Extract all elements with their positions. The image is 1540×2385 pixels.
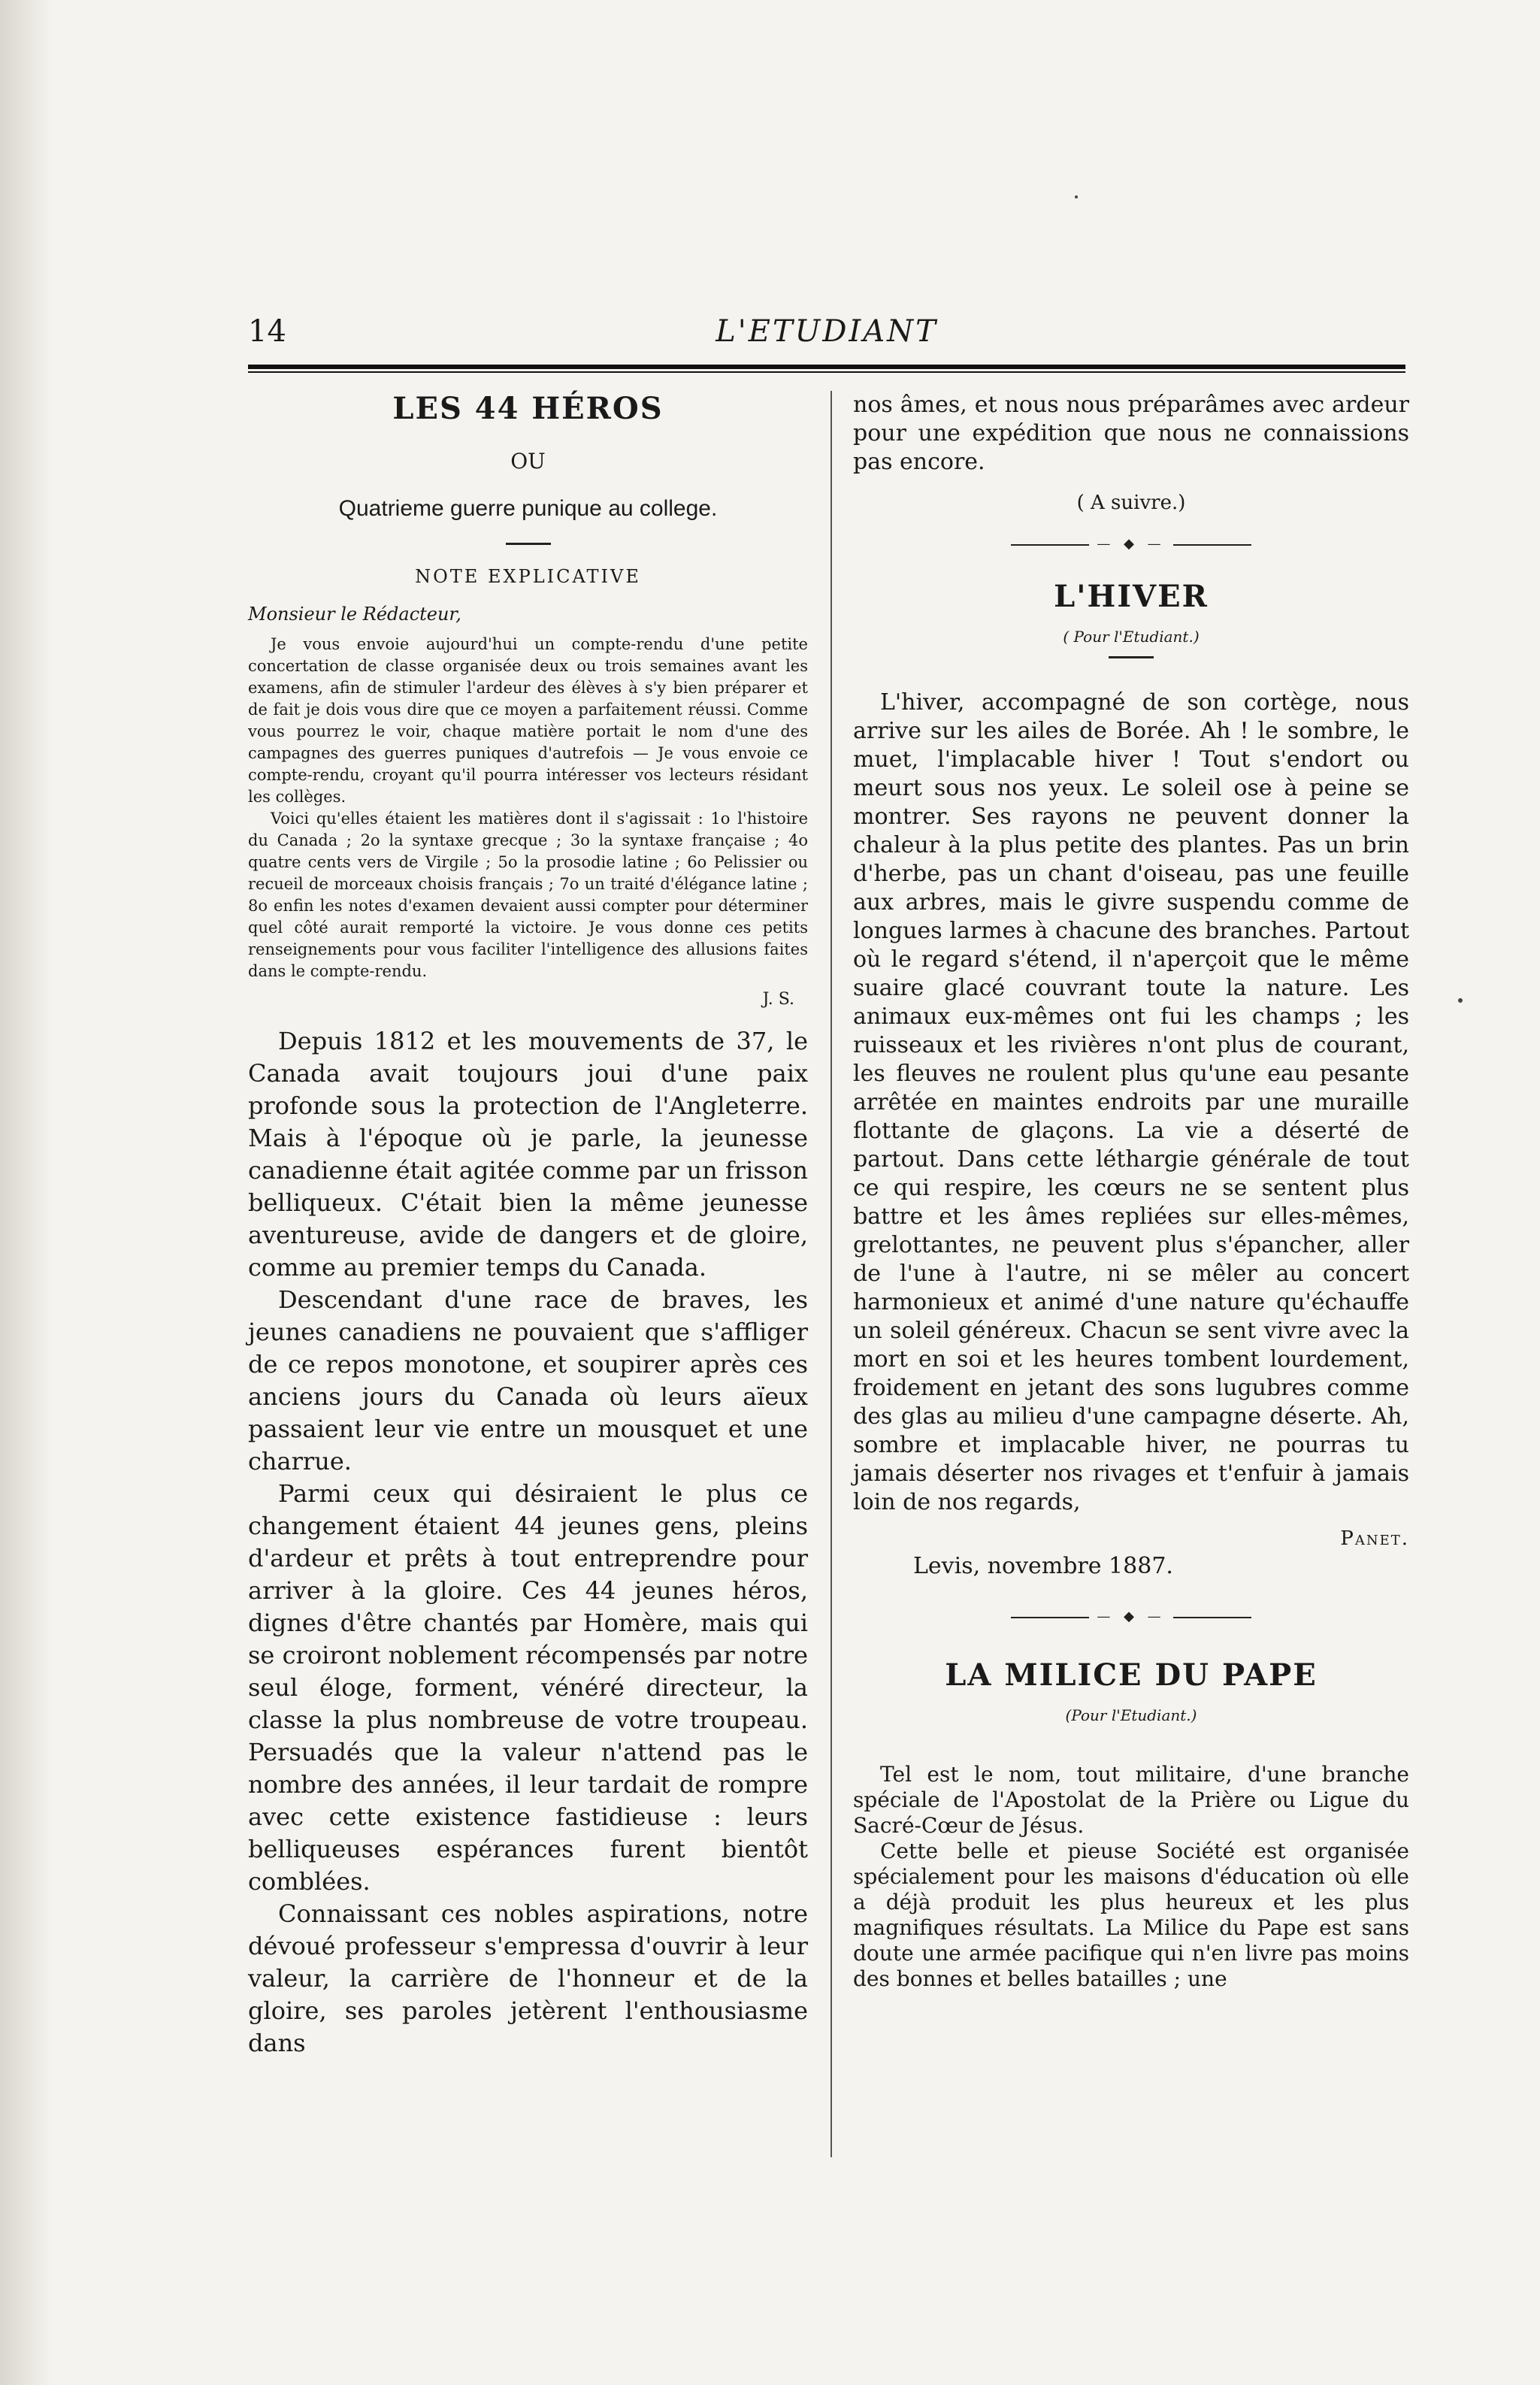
article-paragraph: Depuis 1812 et les mouvements de 37, le Canada avait toujours joui d'une paix profonde sous la protection de l'Angleterre. Mais à l'époque où je parle, la jeunesse canadienne était agitée comme par un frisson belliqueux. C'était bien la même jeunesse aventureuse, avide de dangers et de gloire, comme au premier temps du Canada.	[248, 1027, 809, 1282]
left-column	[248, 391, 808, 2060]
note-salutation: Monsieur le Rédacteur,	[248, 604, 461, 625]
article-paragraph: L'hiver, accompagné de son cortège, nous arrive sur les ailes de Borée. Ah ! le sombre, le muet, l'implacable hiver ! Tout s'endort ou meurt sous nos yeux. Le soleil ose à peine se montrer. Ses rayons ne peuvent donner la chaleur à la plus petite des plantes. Pas un brin d'herbe, pas un chant d'oiseau, pas une feuille aux arbres, mais le givre suspendu comme de longues larmes à chacune des branches. Partout où le regard s'étend, il n'aperçoit que le même suaire glacé couvrant toute la nature. Les animaux eux-mêmes ont fui les champs ; les ruisseaux et les rivières n'ont plus de courant, les fleuves ne roulent plus qu'une eau pesante arrêtée en maintes endroits par une muraille flottante de glaçons. La vie a déserté de partout. Dans cette léthargie générale de tout ce qui respire, les cœurs ne se sentent plus battre et les âmes repliées sur elles-mêmes, grelottantes, ne peuvent plus s'épancher, aller de l'une à l'autre, ni se mêler au concert harmonieux et animé d'une nature qu'échauffe un soleil généreux. Chacun se sent vivre avec la mort en soi et les heures tombent lourdement, froidement en jetant des sons lugubres comme des glas au milieu d'une campagne déserte. Ah, sombre et implacable hiver, ne pourras tu jamais déserter nos rivages et t'enfuir à jamais loin de nos regards,	[853, 689, 1409, 1515]
article-title-hiver: L'HIVER	[1054, 579, 1209, 614]
article-subtitle: Quatrieme guerre punique au college.	[338, 496, 718, 521]
ornamental-rule	[1011, 1609, 1251, 1624]
section-rule	[1109, 656, 1154, 658]
title-conjunction: OU	[510, 449, 546, 474]
to-be-continued: ( A suivre.)	[1076, 492, 1186, 514]
article-title-heros: LES 44 HÉROS	[392, 391, 664, 426]
ink-speck	[1075, 195, 1078, 198]
ornament-mark: — ◆ —	[1089, 536, 1172, 552]
article-continuation: nos âmes, et nous nous préparâmes avec ardeur pour une expédition que nous ne connaissions pas encore.	[853, 392, 1409, 475]
page-edge-shadow	[0, 0, 53, 2385]
ornament-mark: — ◆ —	[1089, 1609, 1172, 1624]
article-byline: (Pour l'Etudiant.)	[1065, 1706, 1197, 1724]
running-title: L'ETUDIANT	[716, 314, 938, 349]
note-signature: J. S.	[762, 990, 794, 1009]
column-divider	[831, 391, 832, 2157]
note-heading: NOTE EXPLICATIVE	[415, 566, 641, 587]
author-signature: Panet.	[1340, 1527, 1409, 1550]
page-header	[248, 314, 1405, 359]
article-paragraph: Descendant d'une race de braves, les jeunes canadiens ne pouvaient que s'affliger de ce repos monotone, et soupirer après ces anciens jours du Canada où leurs aïeux passaient leur vie entre un mousquet et une charrue.	[248, 1285, 808, 1475]
note-paragraph: Voici qu'elles étaient les matières dont il s'agissait : 1o l'histoire du Canada ; 2o la syntaxe grecque ; 3o la syntaxe française ; 4o quatre cents vers de Virgile ; 5o la prosodie latine ; 6o Pelissier ou recueil de morceaux choisis français ; 7o un traité d'élégance latine ; 8o enfin les notes d'examen devaient aussi compter pour déterminer quel côté aurait remporté la victoire. Je vous donne ces petits renseignements pour vous faciliter l'intelligence des allusions faites dans le compte-rendu.	[248, 810, 808, 980]
header-rule	[248, 365, 1405, 373]
article-title-milice: LA MILICE DU PAPE	[945, 1657, 1318, 1693]
article-paragraph: Parmi ceux qui désiraient le plus ce changement étaient 44 jeunes gens, pleins d'ardeur et prêts à tout entreprendre pour arriver à la gloire. Ces 44 jeunes héros, dignes d'être chantés par Homère, mais qui se croiront noblement récompensés par notre seul éloge, forment, vénéré directeur, la classe la plus nombreuse de votre troupeau. Persuadés que la valeur n'attend pas le nombre des années, il leur tardait de rompre avec cette existence fastidieuse : leurs belliqueuses espérances furent bientôt comblées.	[248, 1479, 808, 1896]
article-paragraph: Cette belle et pieuse Société est organisée spécialement pour les maisons d'éducation où elle a déjà produit les plus heureux et les plus magnifiques résultats. La Milice du Pape est sans doute une armée pacifique qui n'en livre pas moins des bonnes et belles batailles ; une	[853, 1839, 1409, 1991]
article-byline: ( Pour l'Etudiant.)	[1063, 628, 1200, 646]
page-number: 14	[248, 314, 286, 349]
dateline: Levis, novembre 1887.	[913, 1553, 1173, 1579]
ink-speck	[1458, 998, 1463, 1003]
note-paragraph: Je vous envoie aujourd'hui un compte-rendu d'une petite concertation de classe organisée deux ou trois semaines avant les examens, afin de stimuler l'ardeur des élèves à s'y bien préparer et de fait je dois vous dire que ce moyen a parfaitement réussi. Comme vous pourrez le voir, chaque matière portait le nom d'une des campagnes des guerres puniques d'autrefois — Je vous envoie ce compte-rendu, croyant qu'il pourra intéresser vos lecteurs résidant les collèges.	[248, 635, 808, 806]
article-paragraph: Connaissant ces nobles aspirations, notre dévoué professeur s'empressa d'ouvrir à leur valeur, la carrière de l'honneur et de la gloire, ses paroles jetèrent l'enthousiasme dans	[248, 1899, 808, 2057]
right-column	[853, 391, 1409, 1992]
ornamental-rule	[1011, 536, 1251, 552]
section-rule	[506, 543, 551, 545]
article-paragraph: Tel est le nom, tout militaire, d'une branche spéciale de l'Apostolat de la Prière ou Ligue du Sacré-Cœur de Jésus.	[853, 1762, 1409, 1838]
